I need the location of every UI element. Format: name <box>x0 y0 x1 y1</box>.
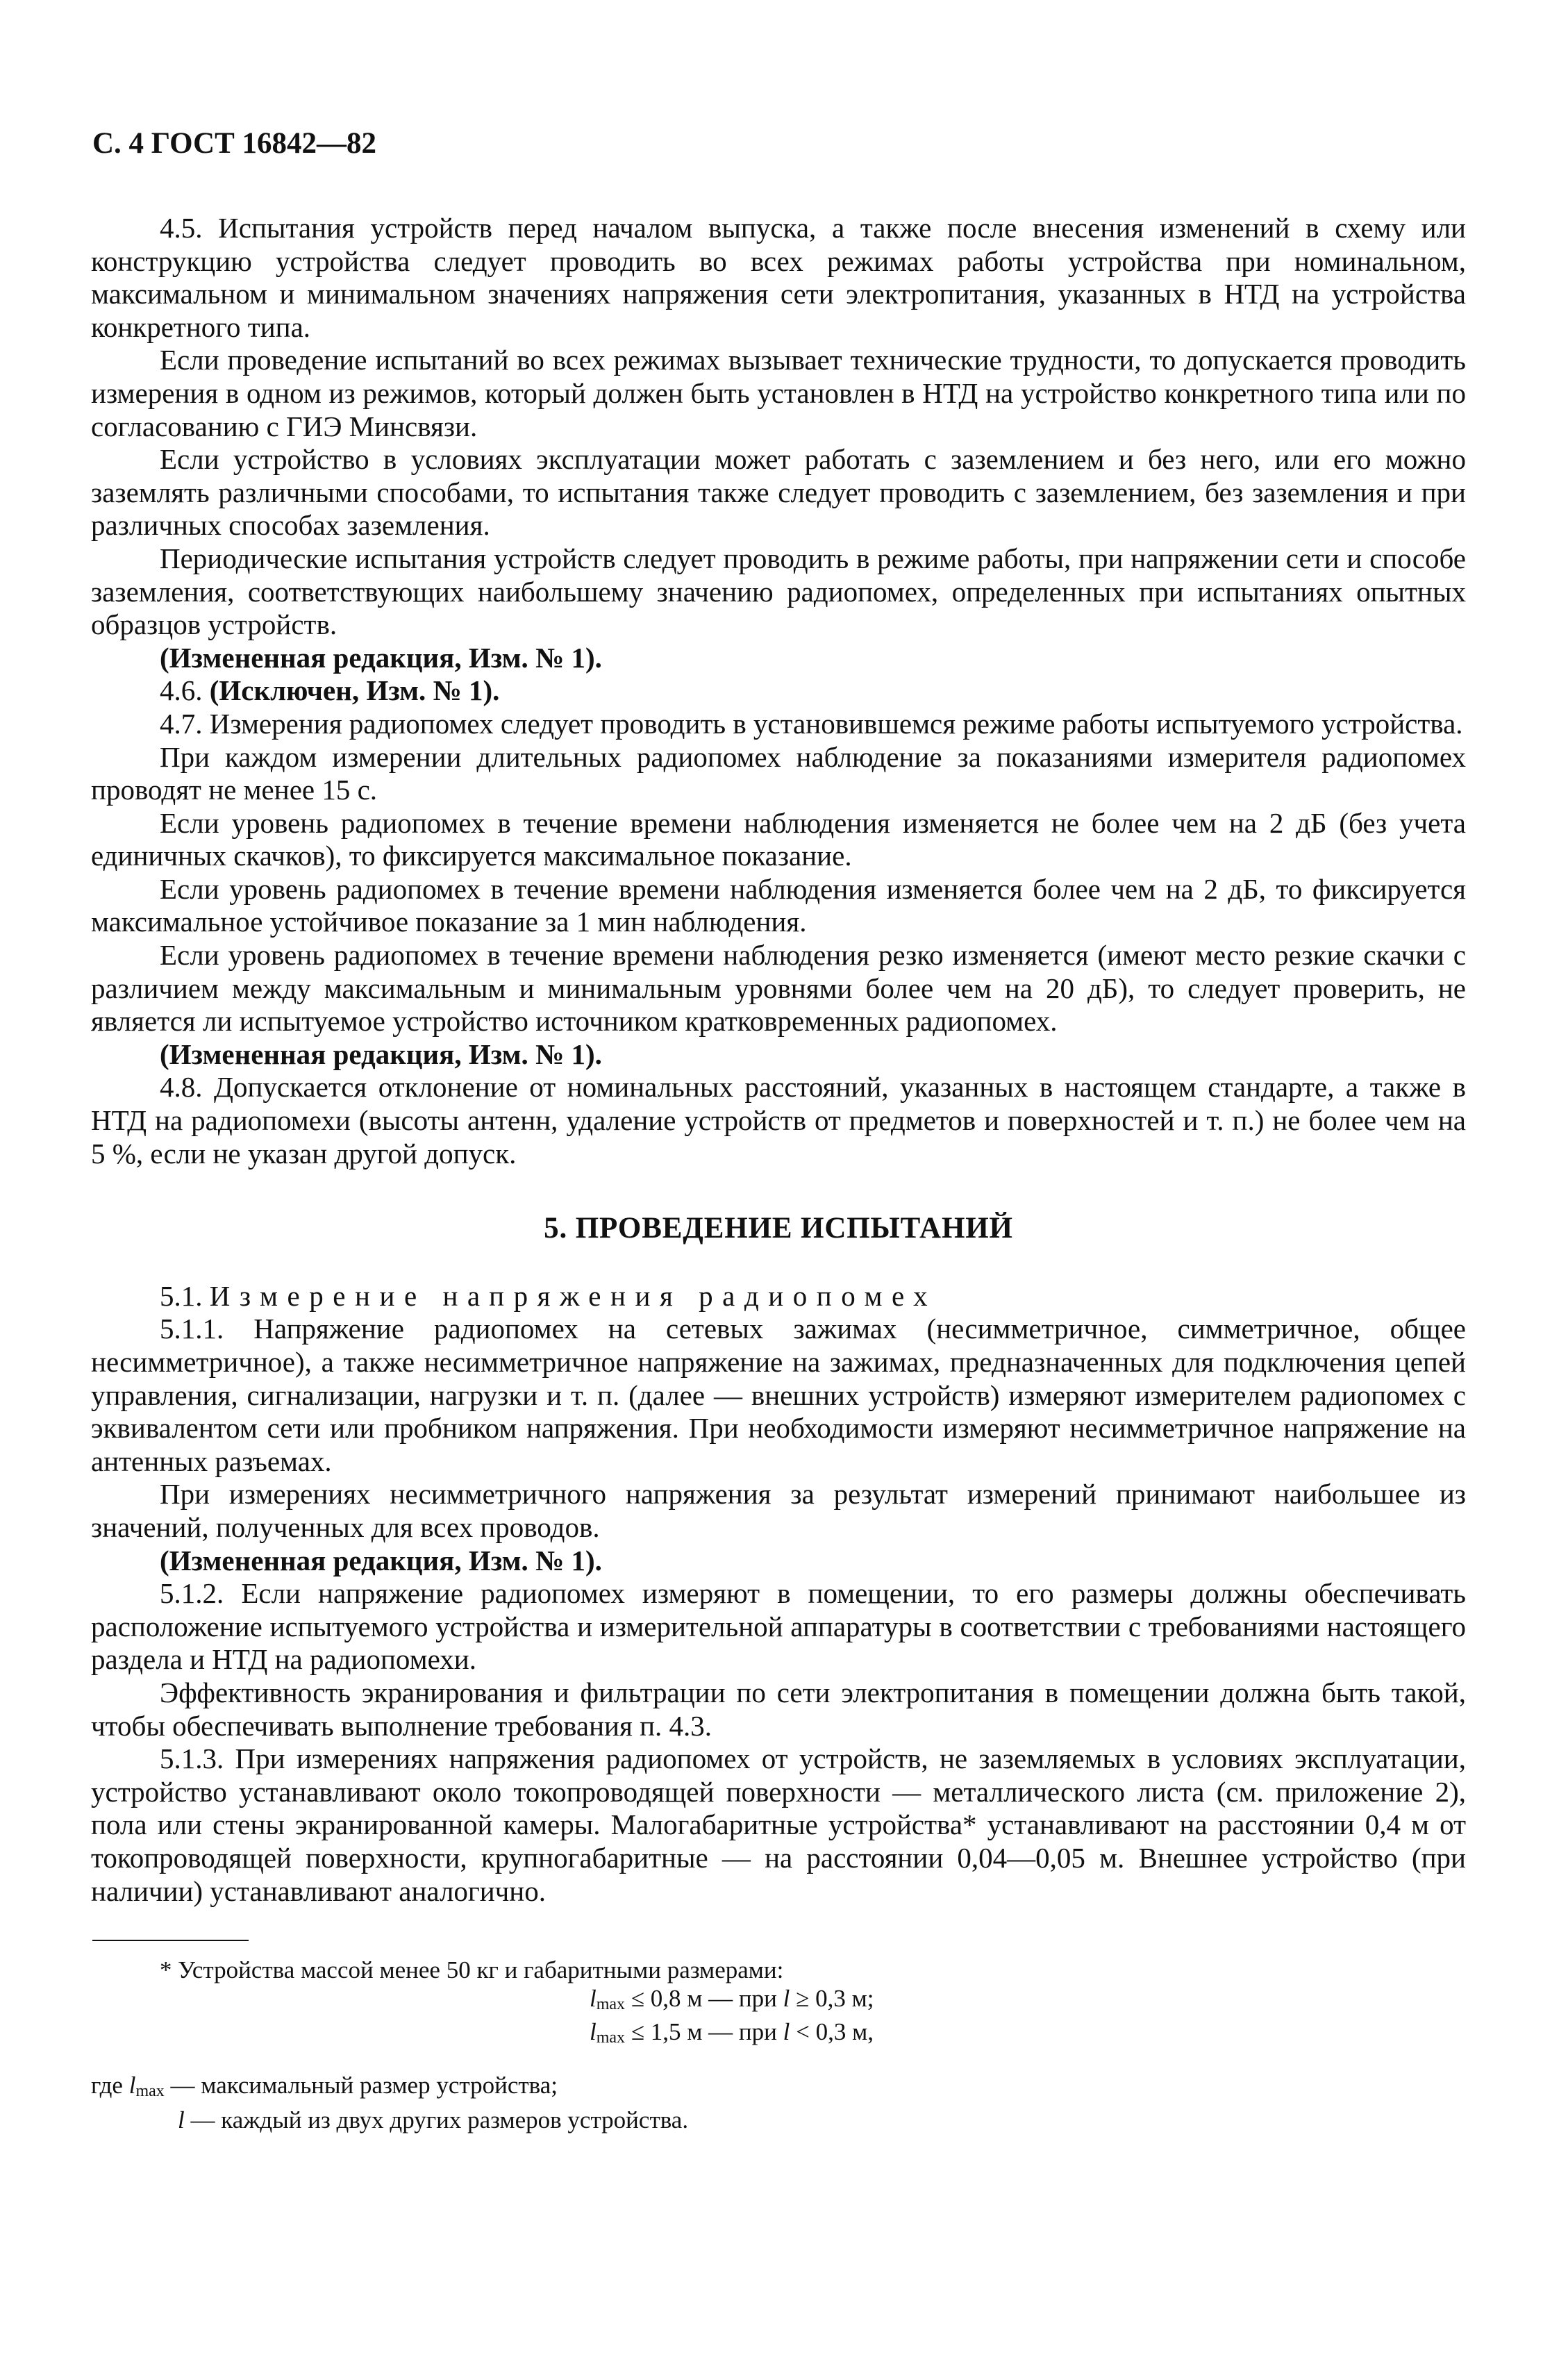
paragraph: Периодические испытания устройств следует проводить в режиме работы, при напряжении сети и способе заземления, соответствующих наибольшему значению радиопомех, определенных при испытаниях опытных образцов устройств. <box>91 542 1466 641</box>
paragraph-5-1-2: 5.1.2. Если напряжение радиопомех измеряют в помещении, то его размеры должны обеспечивать расположение испытуемого устройства и измерительной аппаратуры в соответствии с требованиями настоящего раздела и НТД на радиопомехи. <box>91 1577 1466 1676</box>
document-body <box>91 212 1466 1908</box>
paragraph-5-1-3: 5.1.3. При измерениях напряжения радиопомех от устройств, не заземляемых в условиях эксплуатации, устройство устанавливают около токопроводящей поверхности — металлического листа (см. приложение 2), пола или стены экранированной камеры. Малогабаритные устройства* устанавливают на расстоянии 0,4 м от токопроводящей поверхности, крупногабаритные — на расстоянии 0,04—0,05 м. Внешнее устройство (при наличии) устанавливают аналогично. <box>91 1742 1466 1907</box>
footnote-divider <box>92 1940 249 1941</box>
paragraph-4-6 <box>91 674 1466 708</box>
footnote <box>91 1956 1473 2135</box>
amendment-note: (Измененная редакция, Изм. № 1). <box>160 1544 602 1576</box>
section-title: 5. ПРОВЕДЕНИЕ ИСПЫТАНИЙ <box>544 1212 1013 1245</box>
paragraph: Если уровень радиопомех в течение времени наблюдения изменяется более чем на 2 дБ, то фиксируется максимальное устойчивое показание за 1 мин наблюдения. <box>91 872 1466 938</box>
formula-line-2: lmax ≤ 1,5 м — при l < 0,3 м, <box>590 2018 874 2047</box>
paragraph: Если устройство в условиях эксплуатации может работать с заземлением и без него, или его можно заземлять различными способами, то испытания также следует проводить с заземлением, без заземления и при различных способах заземления. <box>91 443 1466 542</box>
subsection-heading <box>91 1280 1466 1313</box>
footnote-where-line-1: где lmax — максимальный размер устройства; <box>91 2072 558 2100</box>
subsection-number: 5.1. <box>160 1279 203 1312</box>
paragraph-4-6-text: 4.6. (Исключен, Изм. № 1). <box>160 674 500 707</box>
paragraph: Если уровень радиопомех в течение времени наблюдения резко изменяется (имеют место резкие скачки с различием между максимальным и минимальным уровнями более чем на 20 дБ), то следует проверить, не является ли испытуемое устройство источником кратковременных радиопомех. <box>91 939 1466 1038</box>
paragraph-4-5: 4.5. Испытания устройств перед началом выпуска, а также после внесения изменений в схему или конструкцию устройства следует проводить во всех режимах работы устройства при номинальном, максимальном и минимальном значениях напряжения сети электропитания, указанных в НТД на устройства конкретного типа. <box>91 212 1466 343</box>
paragraph: Если уровень радиопомех в течение времени наблюдения изменяется не более чем на 2 дБ (без учета единичных скачков), то фиксируется максимальное показание. <box>91 806 1466 872</box>
paragraph-4-7: 4.7. Измерения радиопомех следует проводить в установившемся режиме работы испытуемого устройства. <box>160 707 1463 740</box>
paragraph-5-1-1: 5.1.1. Напряжение радиопомех на сетевых зажимах (несимметричное, симметричное, общее несимметричное), а также несимметричное напряжение на зажимах, предназначенных для подключения цепей управления, сигнализации, нагрузки и т. п. (далее — внешних устройств) измеряют измерителем радиопомех с эквивалентом сети или пробником напряжения. При необходимости измеряют несимметричное напряжение на антенных разъемах. <box>91 1313 1466 1477</box>
paragraph: Если проведение испытаний во всех режимах вызывает технические трудности, то допускается проводить измерения в одном из режимов, который должен быть установлен в НТД на устройство конкретного типа или по согласованию с ГИЭ Минсвязи. <box>91 344 1466 442</box>
amendment-note: (Измененная редакция, Изм. № 1). <box>160 1038 602 1070</box>
footnote-intro: * Устройства массой менее 50 кг и габаритными размерами: <box>160 1956 784 1983</box>
paragraph: Эффективность экранирования и фильтрации по сети электропитания в помещении должна быть такой, чтобы обеспечивать выполнение требования п. 4.3. <box>91 1676 1466 1742</box>
page-header: С. 4 ГОСТ 16842—82 <box>92 127 377 160</box>
paragraph-4-8: 4.8. Допускается отклонение от номинальных расстояний, указанных в настоящем стандарте, а также в НТД на радиопомехи (высоты антенн, удаление устройств от предметов и поверхностей и т. п.) не более чем на 5 %, если не указан другой допуск. <box>91 1071 1466 1170</box>
paragraph: При каждом измерении длительных радиопомех наблюдение за показаниями измерителя радиопомех проводят не менее 15 с. <box>91 740 1466 806</box>
paragraph: При измерениях несимметричного напряжения за результат измерений принимают наибольшее из значений, полученных для всех проводов. <box>91 1478 1466 1543</box>
amendment-note: (Измененная редакция, Изм. № 1). <box>160 641 602 674</box>
footnote-where-line-2: l — каждый из двух других размеров устройства. <box>178 2106 689 2133</box>
subsection-title: Измерение напряжения радиопомех <box>209 1279 937 1312</box>
formula-line-1: lmax ≤ 0,8 м — при l ≥ 0,3 м; <box>590 1985 874 2013</box>
